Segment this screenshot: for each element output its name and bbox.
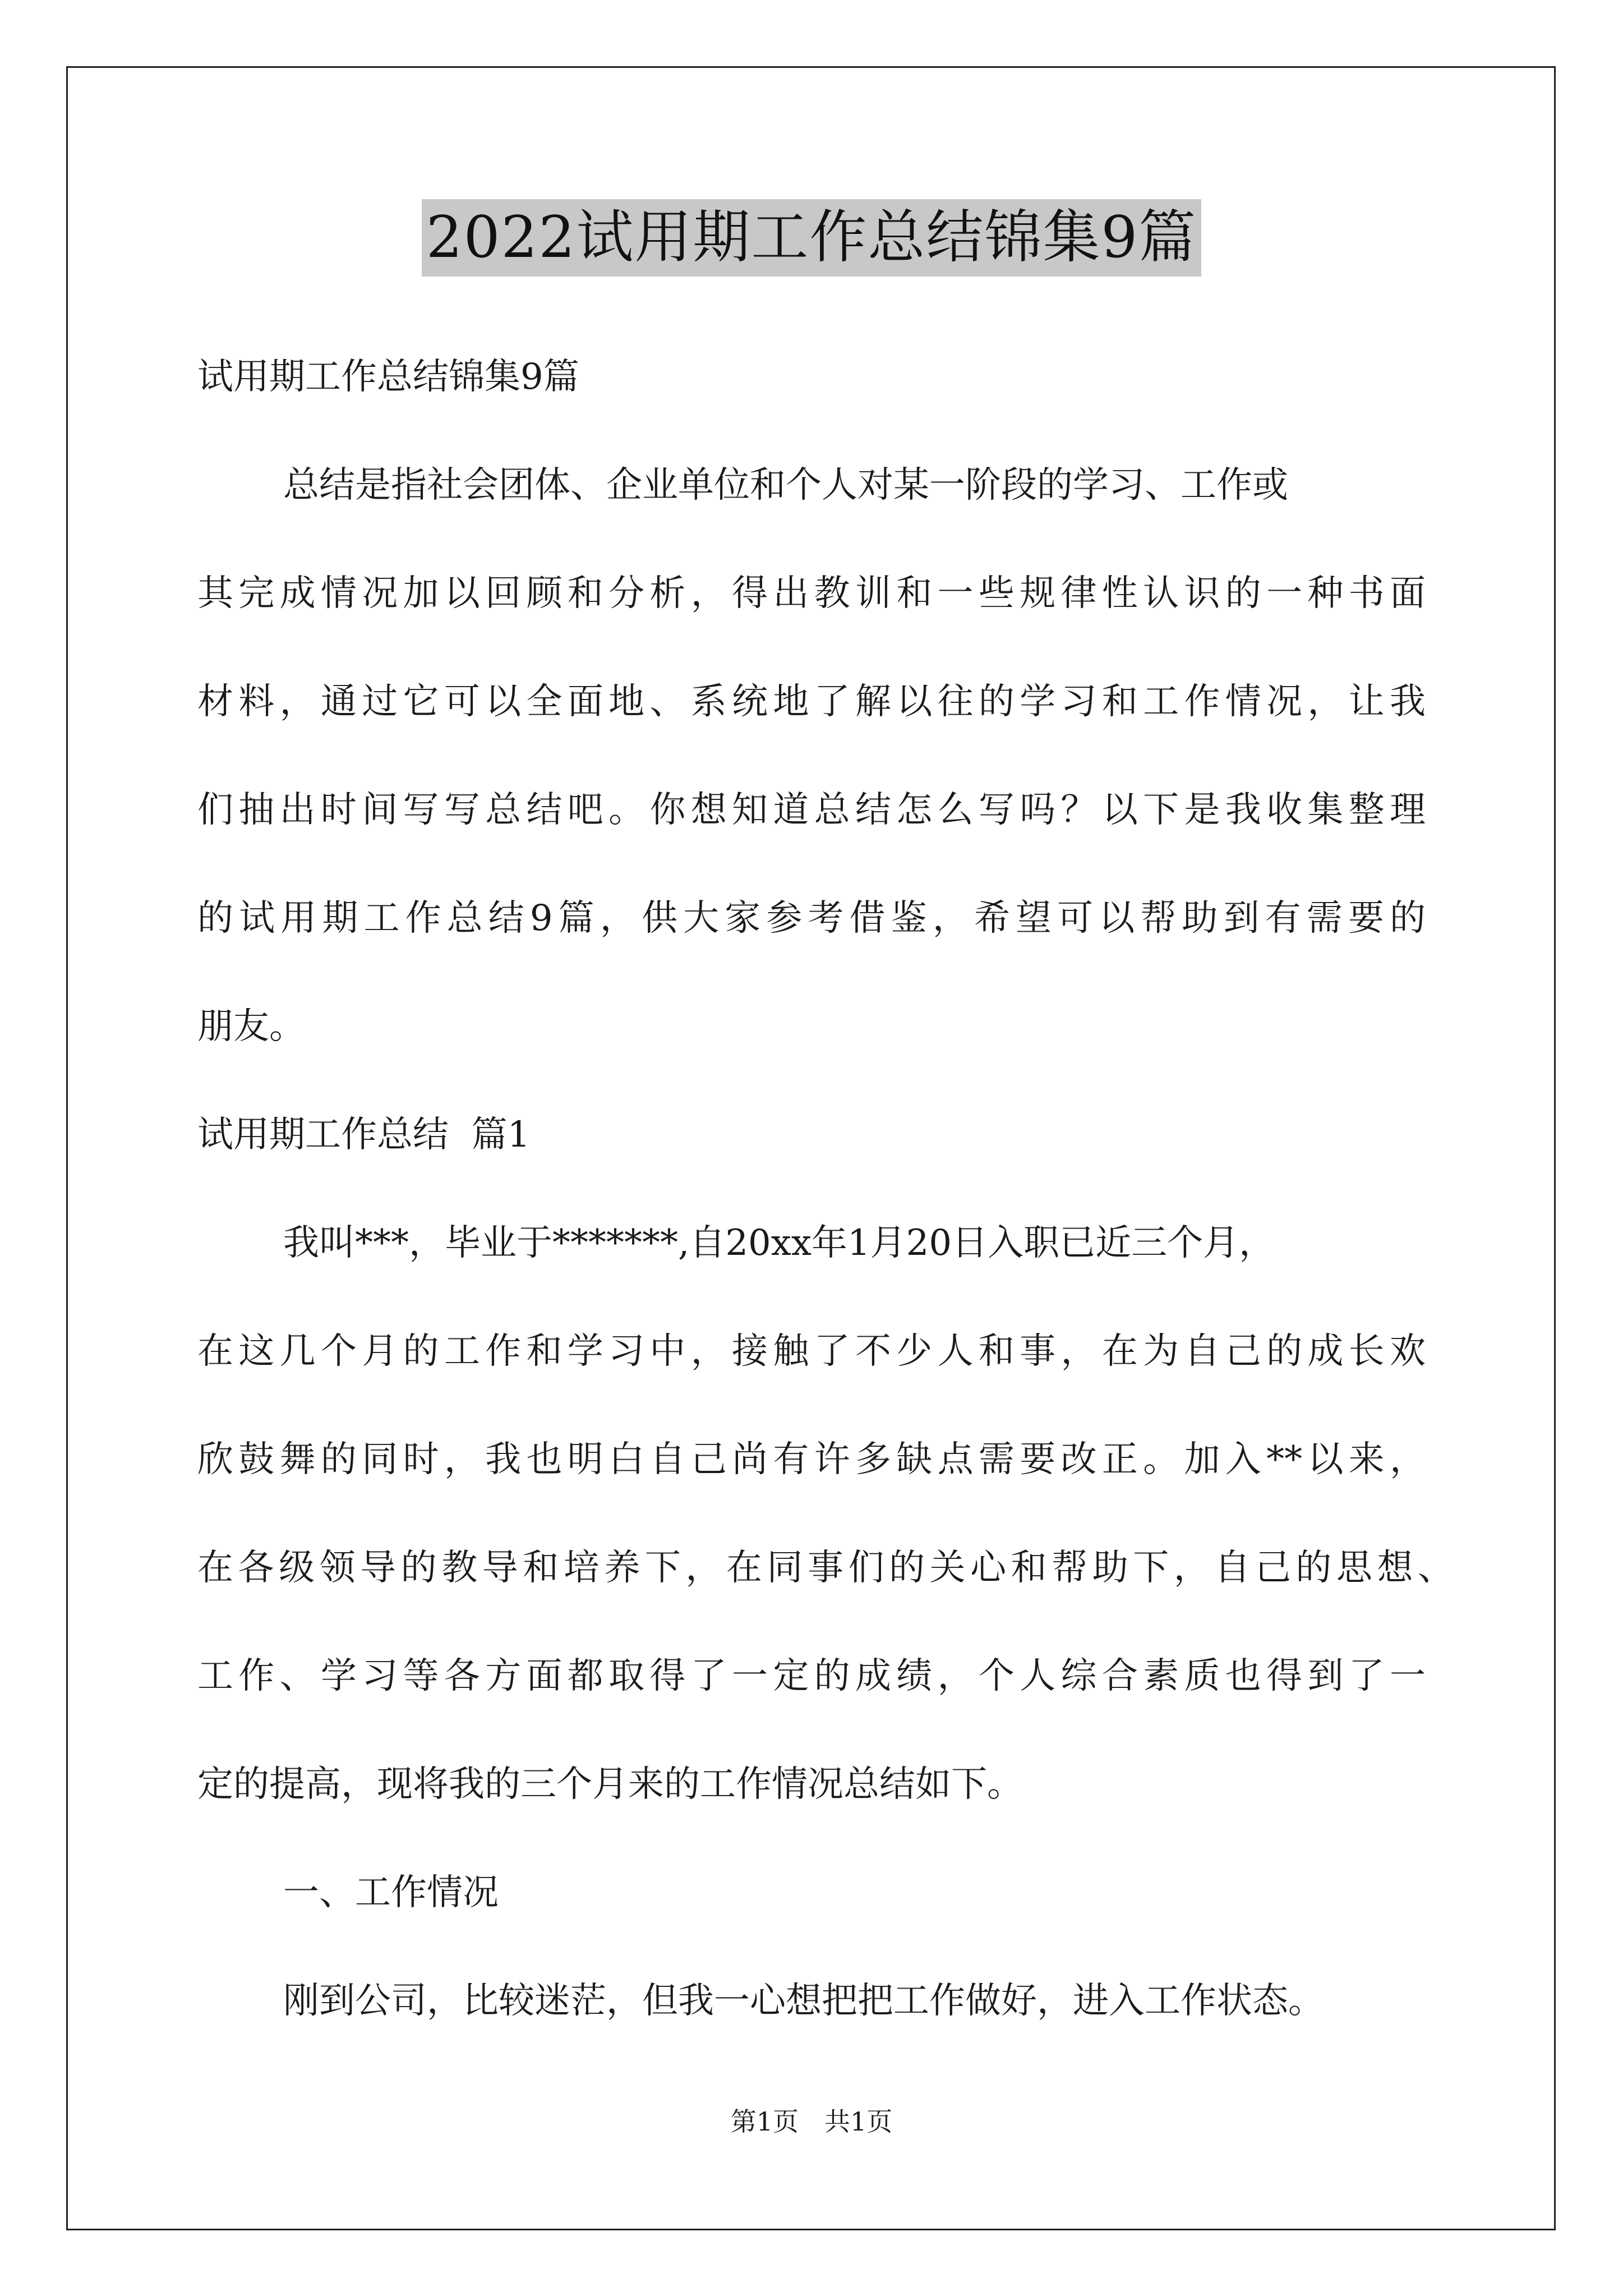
intro-line-2: 其完成情况加以回顾和分析，得出教训和一些规律性认识的一种书面 <box>197 573 1426 614</box>
intro-line-5: 的试用期工作总结9篇，供大家参考借鉴，希望可以帮助到有需要的 <box>197 898 1426 939</box>
last-line: 刚到公司，比较迷茫，但我一心想把把工作做好，进入工作状态。 <box>283 1980 1324 2022</box>
section-heading: 试用期工作总结 篇1 <box>197 1114 531 1156</box>
section-line-5: 工作、学习等各方面都取得了一定的成绩，个人综合素质也得到了一 <box>197 1655 1426 1697</box>
subheading: 一、工作情况 <box>283 1872 499 1913</box>
title-container <box>0 199 1623 277</box>
section-line-4: 在各级领导的教导和培养下，在同事们的关心和帮助下，自己的思想、 <box>197 1547 1454 1589</box>
document-title: 2022试用期工作总结锦集9篇 <box>422 199 1201 277</box>
section-line-2: 在这几个月的工作和学习中，接触了不少人和事，在为自己的成长欢 <box>197 1331 1426 1372</box>
section-line-3: 欣鼓舞的同时，我也明白自己尚有许多缺点需要改正。加入**以来， <box>197 1439 1426 1480</box>
page-footer: 第1页 共1页 <box>730 2106 893 2137</box>
intro-line-4: 们抽出时间写写总结吧。你想知道总结怎么写吗？以下是我收集整理 <box>197 789 1426 831</box>
intro-line-3: 材料，通过它可以全面地、系统地了解以往的学习和工作情况，让我 <box>197 681 1426 723</box>
section-line-6: 定的提高，现将我的三个月来的工作情况总结如下。 <box>197 1764 1023 1805</box>
section-line-1: 我叫***，毕业于*******,自20xx年1月20日入职已近三个月， <box>283 1222 1275 1264</box>
intro-line-1: 总结是指社会团体、企业单位和个人对某一阶段的学习、工作或 <box>283 464 1288 506</box>
document-subtitle: 试用期工作总结锦集9篇 <box>197 356 579 398</box>
intro-line-6: 朋友。 <box>197 1006 305 1047</box>
